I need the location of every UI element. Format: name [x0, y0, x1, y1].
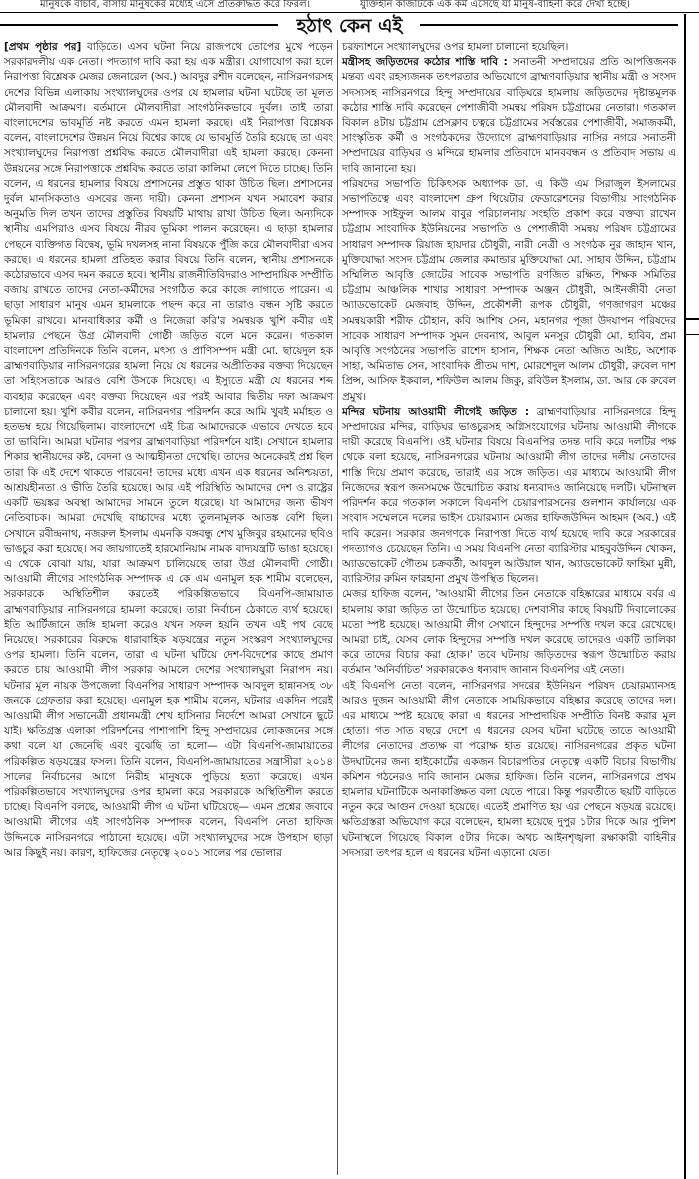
paragraph-text: চরফ্যাশনে সংখ্যালঘুদের ওপর হামলা চালানো হয়েছিল। — [342, 41, 569, 53]
subheading: মন্ত্রীসহ জড়িতদের কঠোর শাস্তি দাবি : — [342, 56, 508, 69]
previous-article-text-right: যুক্তিহীন কাজটিকে এক কর্ম এসেছে যা মানুষ-বাহিনী করে দেখা হচ্ছে। — [360, 0, 630, 10]
paragraph-text: এই বিএনপি নেতা বলেন, নাসিরনগর সদরের ইউনিয়ন পরিষদ চেয়ারম্যানসহ আরও দুজন আওয়ামী লীগ নেতাকে সাময়িকভাবে বহিষ্কার করেছে তাদের দল। এর মাধ্যমে স্পষ্ট হয়েছে কারা এ ধরনের সাম্প্রদায়িক সম্প্রীতি বিনষ্ট করার মূল হোতা। গত সাত বছরে দেশে এ ধরনের যেসব ঘটনা ঘটেছে তাতে আওয়ামী লীগের নেতাদের প্রত্যক্ষ বা পরোক্ষ হাত রয়েছে। নাসিরনগরের প্রকৃত ঘটনা উদঘাটনের জন্য হাইকোর্টের একজন বিচারপতির নেতৃত্বে একটি বিচার বিভাগীয় কমিশন গঠনেরও দাবি জানান মেজর হাফিজ। তিনি বলেন, নাসিরনগরে প্রথম হামলার ঘটনাটিকে অনাকাঙ্ক্ষিত বলা যেতে পারে। কিন্তু পরবর্তীতে ছয়টি বাড়িতে নতুন করে আগুন দেওয়া হয়েছে। এতেই প্রমাণিত হয় এর পেছনে ষড়যন্ত্র রয়েছে। ক্ষতিগ্রস্তরা অভিযোগ করে বলেছেন, হামলা হয়েছে দুপুর ১টার দিকে আর পুলিশ ঘটনাস্থলে গিয়েছে বিকাল ৫টার দিকে। অথচ আইনশৃঙ্খলা রক্ষাকারী বাহিনীর সদস্যরা তৎপর হলে এ ধরনের ঘটনা এড়ানো যেত। — [342, 679, 676, 859]
paragraph — [342, 587, 676, 678]
page-edge-rule — [684, 14, 686, 1179]
continuation-marker: [প্রথম পৃষ্ঠার পর] — [4, 41, 82, 53]
page-edge-tick — [686, 318, 699, 320]
paragraph-text: মেজর হাফিজ বলেন, 'আওয়ামী লীগের তিন নেতাকে বহিষ্কারের মাধ্যমে বর্বর এ হামলায় কারা জড়িত তা উন্মোচিত হয়েছে। দেশবাসীর কাছে বিষয়টি দিবালোকের মতো স্পষ্ট হয়েছে। আওয়ামী লীগ সেখানে হিন্দুদের সম্পত্তি দখল করে রেখেছে। আমরা চাই, যেসব লোক হিন্দুদের সম্পত্তি দখল করেছে তাদেরও একটি তালিকা করে তাদের বিচার করা হোক।' তবে ঘটনায় জড়িতদের স্বরূপ উন্মোচিত করায় বর্তমান 'অনির্বাচিত' সরকারকেও ধন্যবাদ জানান বিএনপির এই নেতা। — [342, 588, 676, 677]
paragraph-text: পরিষদের সভাপতি চিকিৎসক অধ্যাপক ডা. এ কিউ এম সিরাজুল ইসলামের সভাপতিত্বে এবং বাংলাদেশ গ্রুপ থিয়েটার ফেডারেশনের বিভাগীয় সাংগঠনিক সম্পাদক সাইফুল আলম বাবুর পরিচালনায় সংহতি প্রকাশ করে বক্তব্য রাখেন চট্টগ্রাম সাংবাদিক ইউনিয়নের সভাপতি ও পেশাজীবী সমন্বয় পরিষদ চট্টগ্রামের সাধারণ সম্পাদক রিয়াজ হায়দার চৌধুরী, নারী নেত্রী ও সংগঠক নুর জাহান খান, মুক্তিযোদ্ধা সংসদ চট্টগ্রাম জেলার কমান্ডার মুক্তিযোদ্ধা মো. সাহাব উদ্দিন, চট্টগ্রাম সম্মিলিত আবৃত্তি জোটের সাবেক সভাপতি রণজিত রক্ষিত, শিক্ষক সমিতির চট্টগ্রাম আঞ্চলিক শাখার সাধারণ সম্পাদক অঞ্জন চৌধুরী, আইনজীবী নেতা অ্যাডভোকেট মেজবাহ উদ্দিন, প্রকৌশলী রূপক চৌধুরী, গণজাগরণ মঞ্চের সমন্বয়কারী শরীফ চৌহান, কবি আশিষ সেন, মহানগর পূজা উদযাপন পরিষদের সাবেক সাধারণ সম্পাদক সুমন দেবনাথ, আবুল মনসুর চৌধুরী মো. হাবিব, প্রমা আবৃত্তি সংগঠনের সভাপতি রাশেদ হাসান, শিক্ষক নেতা অজিত আইচ, অশোক সাহা, অমিতাভ সেন, সাংবাদিক প্রীতম দাশ, মোরশেদুল আলম চৌধুরী, রুবেল দাশ প্রিন্স, আসিফ ইকবাল, শফিউল আলম জিকু, রবিউল ইসলাম, ডা. আর কে রুবেল প্রমুখ। — [342, 177, 676, 403]
paragraph — [342, 177, 676, 405]
article-headline: হঠাৎ কেন এই — [296, 15, 403, 37]
paragraph-text: সনাতনী সম্প্রদায়ের প্রতি আপত্তিজনক মন্তব্য এবং রহস্যজনক তৎপরতার অভিযোগে ব্রাহ্মণবাড়িয়ার স্থানীয় মন্ত্রী ও সংসদ সদস্যসহ নাসিরনগরে হিন্দু সম্প্রদায়ের বাড়িঘরে হামলায় জড়িতদের দৃষ্টান্তমূলক কঠোর শাস্তি দাবি করেছেন পেশাজীবী সমন্বয় পরিষদ চট্টগ্রামের নেতারা। গতকাল বিকাল ৪টায় চট্টগ্রাম প্রেসক্লাব চত্বরে চট্টগ্রামের সর্বস্তরের পেশাজীবী, সমাজকর্মী, সাংস্কৃতিক কর্মী ও সংগঠকদের উদ্যোগে ব্রাহ্মণবাড়িয়ার নাসির নগরে সনাতনী সম্প্রদায়ের বাড়িঘর ও মন্দিরে হামলার প্রতিবাদে মানববন্ধন ও প্রতিবাদ সভায় এ দাবি জানানো হয়। — [342, 56, 676, 175]
column-divider — [337, 40, 338, 1175]
previous-article-text-left: মানুষকে বাঁচাব, বাসায় মানুষকের মধ্যেই এসে প্রতিরুদ্ধিত করে ফিরল। — [40, 0, 311, 10]
subheading: মন্দির ঘটনায় আওয়ামী লীগেই জড়িত : — [342, 405, 530, 418]
page-edge-tick — [686, 334, 699, 335]
paragraph — [4, 40, 333, 861]
paragraph-text: বাড়িতে। এসব ঘটনা নিয়ে রাজপথে তোপের মুখে পড়েন সরকারদলীয় এক নেতা। পদত্যাগ দাবি করা হয় এক মন্ত্রীর। যোগাযোগ করা হলে নিরাপত্তা বিশ্লেষক মেজর জেনারেল (অব.) আবদুর রশীদ বলেছেন, নাসিরনগরসহ দেশের বিভিন্ন এলাকায় সংখ্যালঘুদের ওপর যে হামলার ঘটনা ঘটেছে তা মূলত মৌলবাদী আক্রমণ। বর্তমানে মৌলবাদীরা সাংগঠনিকভাবে দুর্বল। তাই তারা বাংলাদেশের ভাবমূর্তি নষ্ট করতে এমন হামলা করছে। এই নিরাপত্তা বিশ্লেষক বলেন, বাংলাদেশের উন্নয়ন নিয়ে বিশ্বের কাছে যে ভাবমূর্তি তৈরি হয়েছে তা এবং সংখ্যালঘুদের নিরাপত্তা প্রশ্নবিদ্ধ করতে মৌলবাদীরা এই হামলা করছে। কেননা উন্নয়নের সঙ্গে নিরাপত্তাকে প্রশ্নবিদ্ধ করতে তারা কালিমা লেপে দিতে চাচ্ছে। তিনি বলেন, এ ধরনের হামলার বিষয়ে প্রশাসনের প্রস্তুত থাকা উচিত ছিল। প্রশাসনের দুর্বল মানসিকতাও এসবের জন্য দায়ী। কেননা প্রশাসন যখন সমাবেশ করার অনুমতি দিল তখন তাদের প্রস্তুতির বিষয়টি মাথায় রাখা উচিত ছিল। অন্যদিকে স্থানীয় এমপিরাও এসব বিষয়ে নীরব ভূমিকা পালন করেছেন। এ ছাড়া হামলার পেছনে ব্যক্তিগত বিদ্বেষ, ভূমি দখলসহ নানা বিষয়কে পুঁজি করে মৌলবাদীরা এসব করছে। এ ধরনের হামলা প্রতিহত করার বিষয়ে তিনি বলেন, স্থানীয় প্রশাসনকে কঠোরভাবে এসব দমন করতে হবে। স্থানীয় রাজনীতিবিদরাও সাম্প্রদায়িক সম্প্রীতি বজায় রাখতে তাদের নেতা-কর্মীদের সংগঠিত করে কাজে লাগাতে পারেন। এ ছাড়া সাধারণ মানুষ এমন হামলাকে পছন্দ করে না তারাও বন্ধন সৃষ্টি করতে ভূমিকা রাখবে। মানবাধিকার কর্মী ও নিজেরা করি'র সমন্বয়ক খুশি কবীর এই হামলার পেছনে উগ্র মৌলবাদী গোষ্ঠী জড়িত বলে মনে করেন। গতকাল বাংলাদেশ প্রতিদিনকে তিনি বলেন, মৎস্য ও প্রাণিসম্পদ মন্ত্রী মো. ছায়েদুল হক ব্রাহ্মণবাড়িয়ার নাসিরনগরের হামলা নিয়ে যে ধরনের অপ্রীতিকর বক্তব্য দিয়েছেন তা সহিংসতাকে আরও বেশি উসকে দিয়েছে। এ ইস্যুতে মন্ত্রী যে ধরনের শব্দ ব্যবহার করেছেন এবং বক্তব্য দিয়েছেন এর পরই আবার দ্বিতীয় দফা আক্রমণ চালানো হয়। খুশি কবীর বলেন, নাসিরনগর পরিদর্শন করে আমি খুবই মর্মাহত ও হতভম্ব হয়ে গিয়েছিলাম। বাংলাদেশে এই চিত্র আমাদেরকে এভাবে দেখতে হবে তা ভাবিনি। আমরা ঘটনার পরপর ব্রাহ্মণবাড়িয়া পরিদর্শনে যাই। সেখানে হামলার শিকার স্থানীয়দের কষ্ট, বেদনা ও আত্মহীনতা দেখেছি। তাদের অনেকেরই প্রশ্ন ছিল তারা কি এই দেশে থাকতে পারবেন! তাদের মধ্যে এখন এক ধরনের অনিশ্চয়তা, আশ্রয়হীনতা ও ভীতি তৈরি হয়েছে। আর এই পরিস্থিতি আমাদের দেশ ও রাষ্ট্রের একটি ভয়ঙ্কর অবস্থা আমাদের সামনে তুলে ধরেছে। যা আমাদের জন্য ভীষণ নেতিবাচক। আমরা দেখেছি বাচ্চাদের মধ্যে তুলনামূলক আতঙ্ক বেশি ছিল। সেখানে রবীন্দ্রনাথ, নজরুল ইসলাম এমনকি বঙ্গবন্ধু শেখ মুজিবুর রহমানের ছবিও ভাঙচুর করা হয়েছে। সব জায়গাতেই হারমোনিয়াম নামক বাদ্যযন্ত্রটি ভাঙা হয়েছে। এ থেকে বোঝা যায়, যারা আক্রমণ চালিয়েছে তারা উগ্র মৌলবাদী গোষ্ঠী। আওয়ামী লীগের সাংগঠনিক সম্পাদক এ কে এম এনামুল হক শামীম বলেছেন, সরকারকে অস্থিতিশীল করতেই পরিকল্পিতভাবে বিএনপি-জামায়াত ব্রাহ্মণবাড়িয়ার নাসিরনগরে হামলা করেছে। তারা নির্বাচন ঠেকাতে ব্যর্থ হয়েছে। ইতি আর্টিজানে জঙ্গি হামলা করেও যখন সফল হয়নি তখন এই পথ বেছে নিয়েছে। সরকারের বিরুদ্ধে ধারাবাহিক ষড়যন্ত্রের নতুন সংস্করণ সংখ্যালঘুদের ওপর হামলা। তিনি বলেন, তারা এ ঘটনা ঘটিয়ে দেশ-বিদেশের কাছে প্রমাণ করতে চায় আওয়ামী লীগ সরকার আমলে দেশের সংখ্যালঘুরা নিরাপদ নয়। ঘটনার মূল নায়ক উপজেলা বিএনপির সাধারণ সম্পাদক আবদুল হান্নানসহ ৩৮ জনকে গ্রেফতার করা হয়েছে। এনামুল হক শামীম বলেন, ঘটনার একদিন পরেই আওয়ামী লীগ সভানেত্রী প্রধানমন্ত্রী শেখ হাসিনার নির্দেশে আমরা সেখানে ছুটে যাই। ক্ষতিগ্রস্ত এলাকা পরিদর্শনের পাশাপাশি হিন্দু সম্প্রদায়ের লোকজনের সঙ্গে কথা বলে যা জেনেছি এবং বুঝেছি তা হলো— এটা বিএনপি-জামায়াতের পরিকল্পিত ষড়যন্ত্রের ফসল। তিনি বলেন, বিএনপি-জামায়াতের সন্ত্রাসীরা ২০১৪ সালের নির্বাচনের আগে নিরীহ মানুষকে পুড়িয়ে হত্যা করেছে। এখন পরিকল্পিতভাবে সংখ্যালঘুদের ওপর হামলা করে সরকারকে অস্থিতিশীল করতে চাচ্ছে। বিএনপি বলছে, আওয়ামী লীগ এ ঘটনা ঘটিয়েছে— এমন প্রশ্নের জবাবে আওয়ামী লীগের এই সাংগঠনিক সম্পাদক বলেন, বিএনপি নেতা হাফিজ উদ্দিনকে নাসিরনগরে পাঠানো হয়েছে। এটা সংখ্যালঘুদের সঙ্গে উপহাস ছাড়া আর কিছুই নয়। কারণ, হাফিজের নেতৃত্বে ২০০১ সালের পর ভোলার — [4, 41, 333, 859]
paragraph — [342, 405, 676, 587]
article-column-left — [4, 40, 333, 1175]
paragraph — [342, 679, 676, 861]
paragraph-text: ব্রাহ্মণবাড়িয়ার নাসিরনগরে হিন্দু সম্প্রদায়ের মন্দির, বাড়িঘর ভাঙচুরসহ অগ্নিসংযোগের ঘটনায় আওয়ামী লীগকে দায়ী করেছে বিএনপি। ওই ঘটনার বিষয়ে বিএনপির তদন্ত দাবি করে দলটির পক্ষ থেকে বলা হয়েছে, নাসিরনগরের ঘটনায় আওয়ামী লীগ তাদের দলীয় নেতাদের শাস্তি দিয়ে প্রমাণ করেছে, তারাই এর সঙ্গে জড়িত। এর মাধ্যমে আওয়ামী লীগ নিজেদের স্বরূপ জনসমক্ষে উন্মোচিত করায় ধন্যবাদও জানিয়েছে দলটি। ঘটনাস্থল পরিদর্শন করে গতকাল সকালে বিএনপি চেয়ারপারসনের গুলশান কার্যালয়ে এক সংবাদ সম্মেলনে দলের ভাইস চেয়ারম্যান মেজর হাফিজউদ্দিন আহমদ (অব.) এই দাবি করেন। সরকার জনগণকে নিরাপত্তা দিতে ব্যর্থ হয়েছে দাবি করে সরকারের পদত্যাগও চেয়েছেন তিনি। এ সময় বিএনপি নেতা ব্যারিস্টার মাহবুবউদ্দিন খোকন, অ্যাডভোকেট গৌতম চক্রবর্তী, আবদুল আউয়াল খান, অ্যাডভোকেট ফাহিমা মুন্নী, ব্যারিস্টার রুমিন ফারহানা প্রমুখ উপস্থিত ছিলেন। — [342, 405, 676, 586]
paragraph — [342, 40, 676, 55]
article-column-right — [342, 40, 676, 1175]
paragraph — [342, 55, 676, 177]
